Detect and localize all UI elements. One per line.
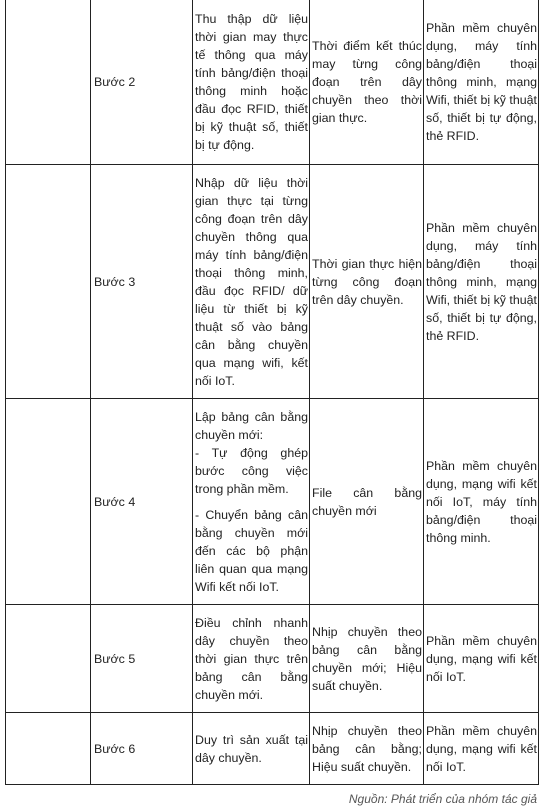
step-cell: Bước 6 [91, 713, 193, 785]
table-row [6, 0, 539, 165]
tools-cell: Phần mềm chuyên dụng, máy tính bảng/điện thoại thông minh, mạng Wifi, thiết bị kỹ thuật số, thiết bị tự động, thẻ RFID. [424, 165, 539, 399]
output-cell: Nhịp chuyền theo bảng cân bằng; Hiệu suất chuyền. [310, 713, 424, 785]
task-paragraph: Lập bảng cân bằng chuyền mới: - Tự động ghép bước công việc trong phần mềm. [195, 409, 308, 496]
task-paragraph: - Chuyển bảng cân bằng chuyền mới đến các bộ phận liên quan qua mạng Wifi kết nối IoT. [195, 507, 308, 594]
step-cell: Bước 5 [91, 605, 193, 713]
source-note: Nguồn: Phát triển của nhóm tác giả [348, 792, 537, 806]
table-row [6, 713, 539, 785]
task-cell [193, 399, 310, 605]
step-cell: Bước 3 [91, 165, 193, 399]
empty-cell [6, 0, 91, 165]
output-cell: Thời gian thực hiện từng công đoạn trên dây chuyền. [310, 165, 424, 399]
empty-cell [6, 165, 91, 399]
tools-cell: Phần mềm chuyên dụng, máy tính bảng/điện thoại thông minh, mạng Wifi, thiết bị kỹ thuật số, thiết bị tự động, thẻ RFID. [424, 0, 539, 165]
step-cell: Bước 2 [91, 0, 193, 165]
step-cell: Bước 4 [91, 399, 193, 605]
empty-cell [6, 399, 91, 605]
table-row [6, 605, 539, 713]
tools-cell: Phần mềm chuyên dụng, mạng wifi kết nối IoT, máy tính bảng/điện thoại thông minh. [424, 399, 539, 605]
task-cell [193, 0, 310, 165]
output-cell: File cân bằng chuyền mới [310, 399, 424, 605]
output-cell: Thời điểm kết thúc may từng công đoạn trên dây chuyền theo thời gian thực. [310, 0, 424, 165]
tools-cell: Phần mềm chuyên dụng, mạng wifi kết nối IoT. [424, 713, 539, 785]
table-row [6, 399, 539, 605]
task-paragraph: Điều chỉnh nhanh dây chuyền theo thời gian thực trên bảng cân bằng chuyền mới. [195, 615, 308, 702]
tools-cell: Phần mềm chuyên dụng, mạng wifi kết nối IoT. [424, 605, 539, 713]
task-paragraph: Nhập dữ liệu thời gian thực tại từng công đoạn trên dây chuyền thông qua máy tính bảng/điện thoại thông minh, đầu đọc RFID/ dữ liệu từ thiết bị kỹ thuật số vào bảng cân bằng chuyền qua mạng wifi, kết nối IoT. [195, 175, 308, 388]
table-body [6, 0, 539, 785]
task-cell [193, 605, 310, 713]
empty-cell [6, 713, 91, 785]
task-cell [193, 165, 310, 399]
empty-cell [6, 605, 91, 713]
process-steps-table [5, 0, 539, 785]
task-paragraph: Thu thập dữ liệu thời gian may thực tế thông qua máy tính bảng/điện thoại thông minh hoặc đầu đọc RFID, thiết bị kỹ thuật số, thiết bị tự động. [195, 11, 308, 152]
task-cell [193, 713, 310, 785]
output-cell: Nhịp chuyền theo bảng cân bằng chuyền mới; Hiệu suất chuyền. [310, 605, 424, 713]
task-paragraph: Duy trì sản xuất tại dây chuyền. [195, 732, 308, 765]
table-row [6, 165, 539, 399]
